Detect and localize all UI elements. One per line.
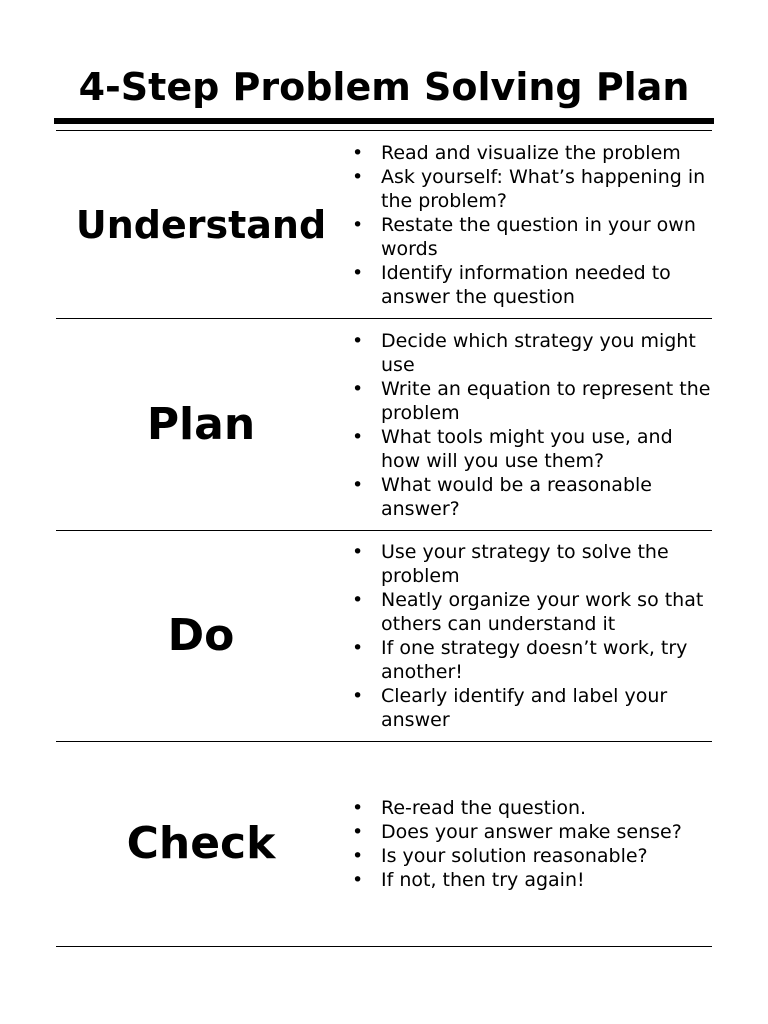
- list-item: • If not, then try again!: [346, 868, 712, 892]
- step-points-cell: [346, 742, 712, 946]
- step-name-do: Do: [167, 610, 235, 661]
- document-title: 4-Step Problem Solving Plan: [78, 65, 690, 109]
- step-name-check: Check: [126, 818, 276, 869]
- list-item: • Write an equation to represent the problem: [346, 377, 712, 425]
- list-item: • Identify information needed to answer the question: [346, 261, 712, 309]
- list-item: • Re-read the question.: [346, 796, 712, 820]
- list-item: • Does your answer make sense?: [346, 820, 712, 844]
- step-name-plan: Plan: [146, 398, 256, 450]
- do-points-list: [346, 540, 712, 732]
- step-name-cell: [56, 319, 346, 530]
- understand-points-list: [346, 141, 712, 309]
- list-item: • What would be a reasonable answer?: [346, 473, 712, 521]
- list-item: • Is your solution reasonable?: [346, 844, 712, 868]
- step-row-understand: [56, 131, 712, 319]
- step-points-cell: [346, 319, 712, 530]
- list-item: • Use your strategy to solve the problem: [346, 540, 712, 588]
- list-item: • Ask yourself: What’s happening in the problem?: [346, 165, 712, 213]
- title-underline: [54, 118, 714, 124]
- step-name-cell: [56, 742, 346, 946]
- list-item: • Read and visualize the problem: [346, 141, 712, 165]
- step-points-cell: [346, 531, 712, 741]
- step-name-cell: [56, 531, 346, 741]
- plan-points-list: [346, 329, 712, 521]
- step-row-check: [56, 742, 712, 947]
- step-row-do: [56, 531, 712, 742]
- steps-table: [56, 130, 712, 947]
- list-item: • Neatly organize your work so that others can understand it: [346, 588, 712, 636]
- step-points-cell: [346, 131, 712, 318]
- list-item: • If one strategy doesn’t work, try another!: [346, 636, 712, 684]
- check-points-list: [346, 796, 712, 892]
- step-row-plan: [56, 319, 712, 531]
- list-item: • Clearly identify and label your answer: [346, 684, 712, 732]
- list-item: • What tools might you use, and how will you use them?: [346, 425, 712, 473]
- list-item: • Restate the question in your own words: [346, 213, 712, 261]
- step-name-understand: Understand: [75, 202, 327, 247]
- list-item: • Decide which strategy you might use: [346, 329, 712, 377]
- step-name-cell: [56, 131, 346, 318]
